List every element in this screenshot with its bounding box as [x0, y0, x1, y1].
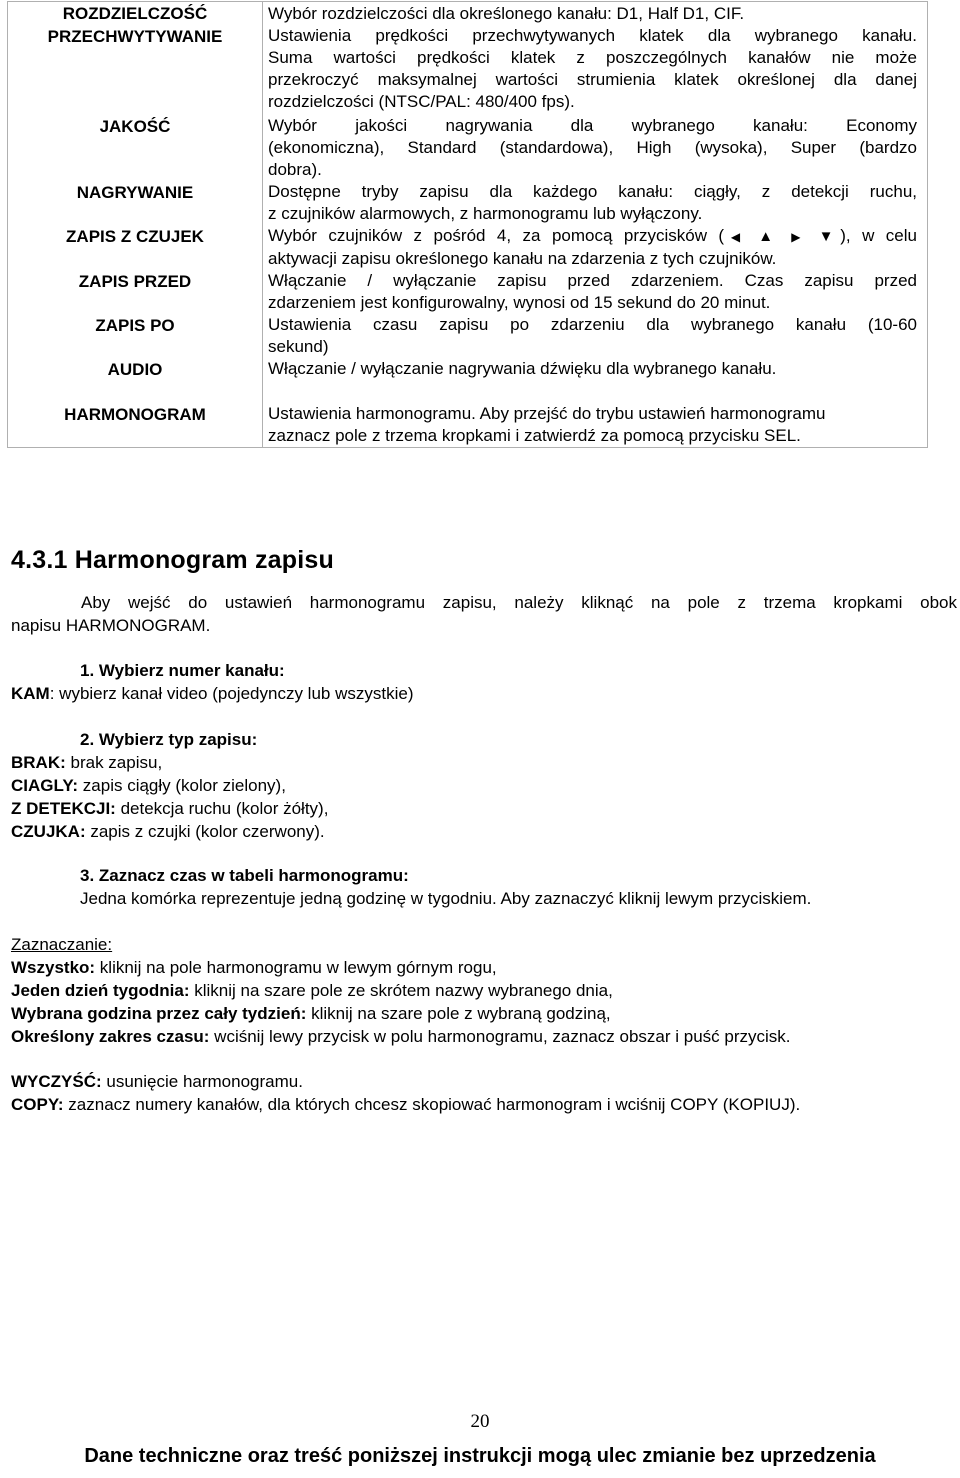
- marking-item: Jeden dzień tygodnia: kliknij na szare pole ze skrótem nazwy wybranego dnia,: [11, 981, 613, 1000]
- step-2-title: 2. Wybierz typ zapisu:: [80, 730, 258, 749]
- setting-description: Wybór jakości nagrywania dla wybranego kanału: Economy (ekonomiczna), Standard (standardowa), High (wysoka), Super (bardzo dobra).: [268, 116, 917, 179]
- intro-paragraph: Aby wejść do ustawień harmonogramu zapisu, należy kliknąć na pole z trzema kropkami obok napisu HARMONOGRAM.: [11, 593, 957, 635]
- marking-item: Wybrana godzina przez cały tydzień: kliknij na szare pole z wybraną godziną,: [11, 1004, 611, 1023]
- step-3-text: Jedna komórka reprezentuje jedną godzinę w tygodniu. Aby zaznaczyć kliknij lewym przyciskiem.: [80, 889, 812, 908]
- setting-description: Ustawienia czasu zapisu po zdarzeniu dla wybranego kanału (10-60 sekund): [268, 315, 917, 356]
- settings-table: [7, 1, 928, 448]
- setting-key: HARMONOGRAM: [8, 403, 263, 448]
- marking-title: Zaznaczanie:: [11, 935, 113, 954]
- arrow-down-icon: ▼: [818, 228, 841, 245]
- table-row: [8, 2, 928, 26]
- copy-description: COPY: zaznacz numery kanałów, dla których chcesz skopiować harmonogram i wciśnij COPY (KOPIUJ).: [11, 1095, 801, 1114]
- section-heading: 4.3.1 Harmonogram zapisu: [11, 546, 334, 574]
- marking-item: Określony zakres czasu: wciśnij lewy przycisk w polu harmonogramu, zaznacz obszar i puść przycisk.: [11, 1027, 791, 1046]
- setting-description: Włączanie / wyłączanie zapisu przed zdarzeniem. Czas zapisu przed zdarzeniem jest konfigurowalny, wynosi od 15 sekund do 20 minut.: [268, 271, 917, 312]
- page-number: 20: [470, 1411, 490, 1432]
- setting-key: ROZDZIELCZOŚĆ: [8, 2, 263, 26]
- record-type-item: CIAGLY: zapis ciągły (kolor zielony),: [11, 776, 286, 795]
- table-row: [8, 225, 928, 270]
- setting-key: ZAPIS Z CZUJEK: [8, 225, 263, 270]
- table-row: [8, 314, 928, 358]
- step-1-text: KAM: wybierz kanał video (pojedynczy lub wszystkie): [11, 684, 414, 703]
- table-row: [8, 270, 928, 314]
- page-footer: Dane techniczne oraz treść poniższej instrukcji mogą ulec zmianie bez uprzedzenia: [84, 1445, 876, 1467]
- setting-key: ZAPIS PRZED: [8, 270, 263, 314]
- arrow-left-icon: ◀: [724, 230, 747, 244]
- clear-description: WYCZYŚĆ: usunięcie harmonogramu.: [11, 1072, 303, 1091]
- setting-description: Włączanie / wyłączanie nagrywania dźwięku dla wybranego kanału.: [268, 359, 777, 378]
- table-row: [8, 358, 928, 403]
- record-type-item: CZUJKA: zapis z czujki (kolor czerwony).: [11, 822, 325, 841]
- setting-key: ZAPIS PO: [8, 314, 263, 358]
- setting-description: Wybór czujników z pośród 4, za pomocą przycisków (◀ ▲ ▶ ▼), w celu aktywacji zapisu określonego kanału na zdarzenia z tych czujników.: [268, 226, 917, 268]
- table-row: [8, 181, 928, 225]
- record-type-item: Z DETEKCJI: detekcja ruchu (kolor żółty),: [11, 799, 329, 818]
- table-row: [8, 403, 928, 448]
- marking-item: Wszystko: kliknij na pole harmonogramu w lewym górnym rogu,: [11, 958, 497, 977]
- setting-key: PRZECHWYTYWANIE: [8, 25, 263, 115]
- record-type-item: BRAK: brak zapisu,: [11, 753, 163, 772]
- arrow-up-icon: ▲: [758, 228, 780, 245]
- table-row: [8, 25, 928, 115]
- setting-description: Wybór rozdzielczości dla określonego kanału: D1, Half D1, CIF.: [268, 4, 745, 23]
- setting-description: Ustawienia prędkości przechwytywanych klatek dla wybranego kanału. Suma wartości prędkości klatek z poszczególnych kanałów nie może przekroczyć maksymalnej wartości strumienia klatek określonej dla danej rozdzielczości (NTSC/PAL: 480/400 fps).: [268, 26, 917, 111]
- setting-description: Dostępne tryby zapisu dla każdego kanału: ciągły, z detekcji ruchu, z czujników alarmowych, z harmonogramu lub wyłączony.: [268, 182, 917, 223]
- step-3-title: 3. Zaznacz czas w tabeli harmonogramu:: [80, 866, 409, 885]
- step-1-title: 1. Wybierz numer kanału:: [80, 661, 285, 680]
- table-row: [8, 115, 928, 181]
- setting-key: JAKOŚĆ: [8, 115, 263, 181]
- setting-description: Ustawienia harmonogramu. Aby przejść do trybu ustawień harmonogramu zaznacz pole z trzema kropkami i zatwierdź za pomocą przycisku SEL.: [268, 404, 826, 445]
- arrow-right-icon: ▶: [791, 230, 808, 244]
- setting-key: NAGRYWANIE: [8, 181, 263, 225]
- setting-key: AUDIO: [8, 358, 263, 403]
